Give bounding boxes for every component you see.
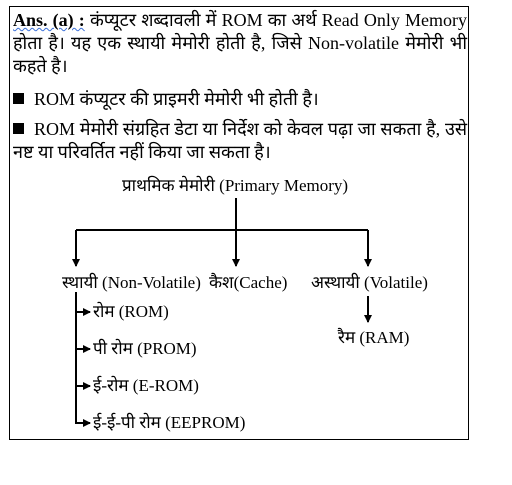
volatile-node: अस्थायी (Volatile): [311, 273, 428, 292]
ram-node: रैम (RAM): [338, 328, 410, 347]
prom-node: पी रोम (PROM): [93, 339, 197, 358]
bullet-2-text: ROM मेमोरी संग्रहित डेटा या निर्देश को केवल पढ़ा जा सकता है, उसे नष्ट या परिवर्तित नहीं किया जा सकता है।: [13, 119, 467, 162]
cache-node: कैश(Cache): [209, 273, 288, 292]
bullet-1-text: ROM कंप्यूटर की प्राइमरी मेमोरी भी होती है।: [34, 89, 319, 109]
non-volatile-node: स्थायी (Non-Volatile): [62, 273, 201, 292]
root-node: प्राथमिक मेमोरी (Primary Memory): [122, 176, 349, 195]
answer-text: कंप्यूटर शब्दावली में ROM का अर्थ Read Only Memory होता है। यह एक स्थायी मेमोरी होती है, जिसे Non-volatile मेमोरी भी कहते है।: [13, 10, 468, 76]
rom-node: रोम (ROM): [93, 302, 169, 321]
erom-node: ई-रोम (E-ROM): [93, 376, 199, 395]
answer-prefix: Ans. (a) :: [13, 10, 85, 30]
eeprom-node: ई-ई-पी रोम (EEPROM): [93, 413, 246, 432]
